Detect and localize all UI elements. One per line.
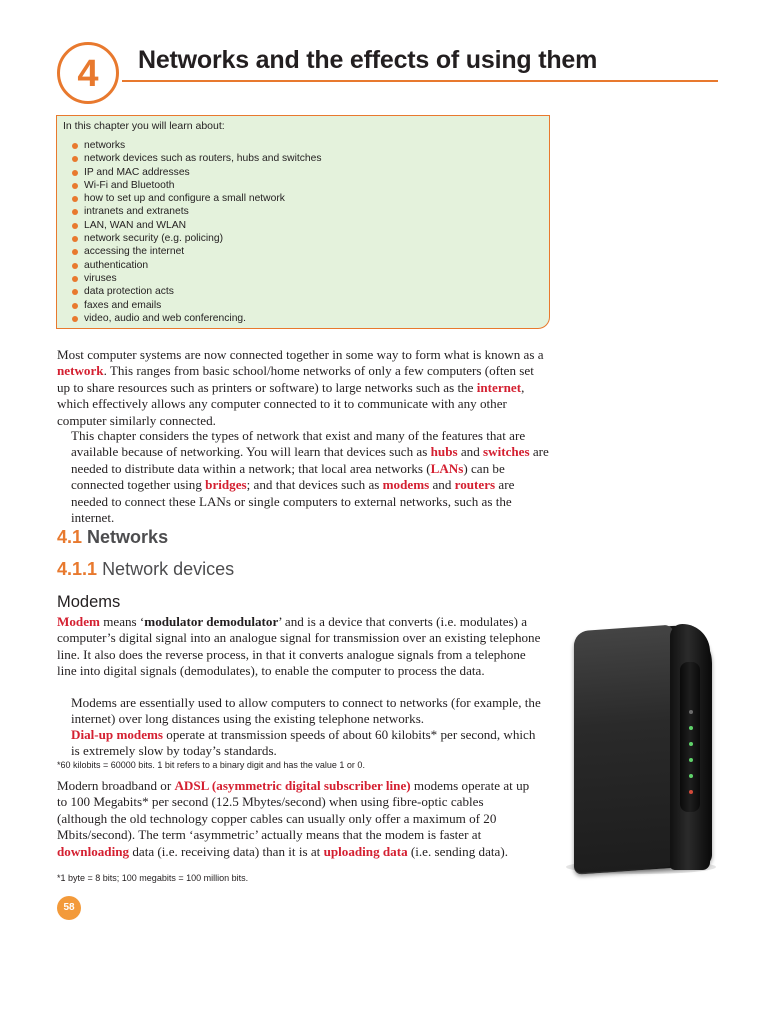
text-run: This chapter considers the types of network that exist and many of the features that are available because of networking. You will learn that devices such as — [71, 428, 526, 460]
text-run: Most computer systems are now connected together in some way to form what is known as a — [57, 347, 544, 362]
keyword-network: network — [57, 363, 104, 379]
text-run: and — [429, 477, 455, 493]
text-run: ; and that devices such as — [246, 477, 383, 493]
keyword-internet: internet — [476, 379, 522, 395]
footnote-kilobits: *60 kilobits = 60000 bits. 1 bit refers to a binary digit and has the value 1 or 0. — [57, 760, 365, 770]
footnote-bytes: *1 byte = 8 bits; 100 megabits = 100 million bits. — [57, 873, 249, 883]
text-run: Modern broadband or — [57, 778, 175, 793]
modem-usage-paragraph: Modems are essentially used to allow computers to connect to networks (for example, the internet) over long distances using the existing telephone networks. — [71, 695, 541, 727]
subsection-title: Network devices — [102, 559, 235, 579]
section-heading-networks — [57, 527, 168, 548]
modem-definition-paragraph — [57, 614, 545, 680]
keyword-switches: switches — [483, 444, 530, 460]
modem-side-panel — [574, 625, 674, 874]
text-run: , which effectively allows any computer connected to it to communicate with any other computer similarly connected. — [57, 379, 525, 428]
status-led-icon — [689, 758, 693, 762]
list-item: network devices such as routers, hubs and switches — [72, 152, 322, 165]
list-item: accessing the internet — [72, 245, 322, 258]
list-item: network security (e.g. policing) — [72, 232, 322, 245]
section-title: Networks — [87, 527, 169, 547]
text-run: ’ and is a device that converts (i.e. modulates) a computer’s digital signal into an analogue signal for transmission over an existing telephone line. It also does the reverse process, in that it converts analogue signals from a telephone line into digital signals (demodulates), to enable the computer to process the data. — [57, 614, 541, 679]
text-run: means ‘ — [99, 614, 145, 629]
subsection-heading-network-devices — [57, 559, 234, 580]
chapter-title-rule — [122, 80, 718, 82]
list-item: LAN, WAN and WLAN — [72, 219, 322, 232]
list-item: video, audio and web conferencing. — [72, 312, 322, 325]
text-run: modems operate at up to 100 Megabits* per second (12.5 Mbytes/second) when using fibre-optic cables (although the old technology copper cables can usually only offer a maximum of 20 Mbits/second). The term ‘asymmetric’ actually means that the modem is faster at — [57, 778, 530, 843]
keyword-bridges: bridges — [205, 477, 247, 493]
list-item: networks — [72, 139, 322, 152]
keyword-dialup-modems: Dial-up modems — [71, 727, 164, 742]
keyword-modems: modems — [382, 477, 430, 493]
list-item: viruses — [72, 272, 322, 285]
text-run: are needed to connect these LANs or single computers to external networks, such as the internet. — [71, 477, 515, 526]
chapter-title: Networks and the effects of using them — [138, 46, 598, 74]
chapter-overview-paragraph — [57, 428, 549, 526]
dialup-modem-paragraph — [57, 727, 545, 760]
keyword-lans: LANs — [430, 460, 464, 476]
page-number: 58 — [57, 896, 81, 920]
list-item: how to set up and configure a small network — [72, 192, 322, 205]
list-item: Wi-Fi and Bluetooth — [72, 179, 322, 192]
text-run: . This ranges from basic school/home networks of only a few computers (often set up to share resources such as printers or software) to large networks such as the — [57, 363, 534, 395]
text-run: operate at transmission speeds of about 60 kilobits* per second, which is extremely slow by today’s standards. — [71, 727, 536, 759]
adsl-modem-paragraph — [57, 778, 533, 860]
text-run: data (i.e. receiving data) than it is at — [129, 843, 324, 859]
topic-heading-modems: Modems — [57, 593, 121, 611]
intro-paragraph — [57, 347, 549, 429]
chapter-number-badge — [57, 42, 119, 104]
modulator-demodulator-term: modulator demodulator — [144, 614, 279, 629]
keyword-modem: Modem — [57, 614, 100, 629]
keyword-routers: routers — [454, 477, 496, 493]
modem-image — [562, 618, 722, 880]
keyword-uploading-data: uploading data — [323, 843, 408, 859]
keyword-hubs: hubs — [430, 444, 458, 460]
learning-objectives-list — [72, 139, 322, 325]
list-item: authentication — [72, 259, 322, 272]
text-run: and — [457, 444, 484, 460]
keyword-downloading: downloading — [57, 843, 130, 859]
learning-objectives-intro: In this chapter you will learn about: — [63, 120, 225, 132]
keyword-adsl: ADSL (asymmetric digital subscriber line) — [174, 778, 411, 793]
learning-objectives-box — [56, 115, 550, 329]
power-led-icon — [689, 710, 693, 714]
status-led-icon — [689, 774, 693, 778]
text-run: ) can be connected together using — [71, 460, 505, 493]
list-item: IP and MAC addresses — [72, 166, 322, 179]
list-item: data protection acts — [72, 285, 322, 298]
standby-led-icon — [689, 790, 693, 794]
status-led-icon — [689, 726, 693, 730]
text-run: are needed to distribute data within a network; that local area networks ( — [71, 444, 549, 476]
chapter-number: 4 — [77, 53, 99, 95]
list-item: faxes and emails — [72, 299, 322, 312]
section-number: 4.1 — [57, 527, 83, 547]
status-led-icon — [689, 742, 693, 746]
subsection-number: 4.1.1 — [57, 559, 98, 579]
list-item: intranets and extranets — [72, 205, 322, 218]
text-run: (i.e. sending data). — [407, 843, 508, 859]
